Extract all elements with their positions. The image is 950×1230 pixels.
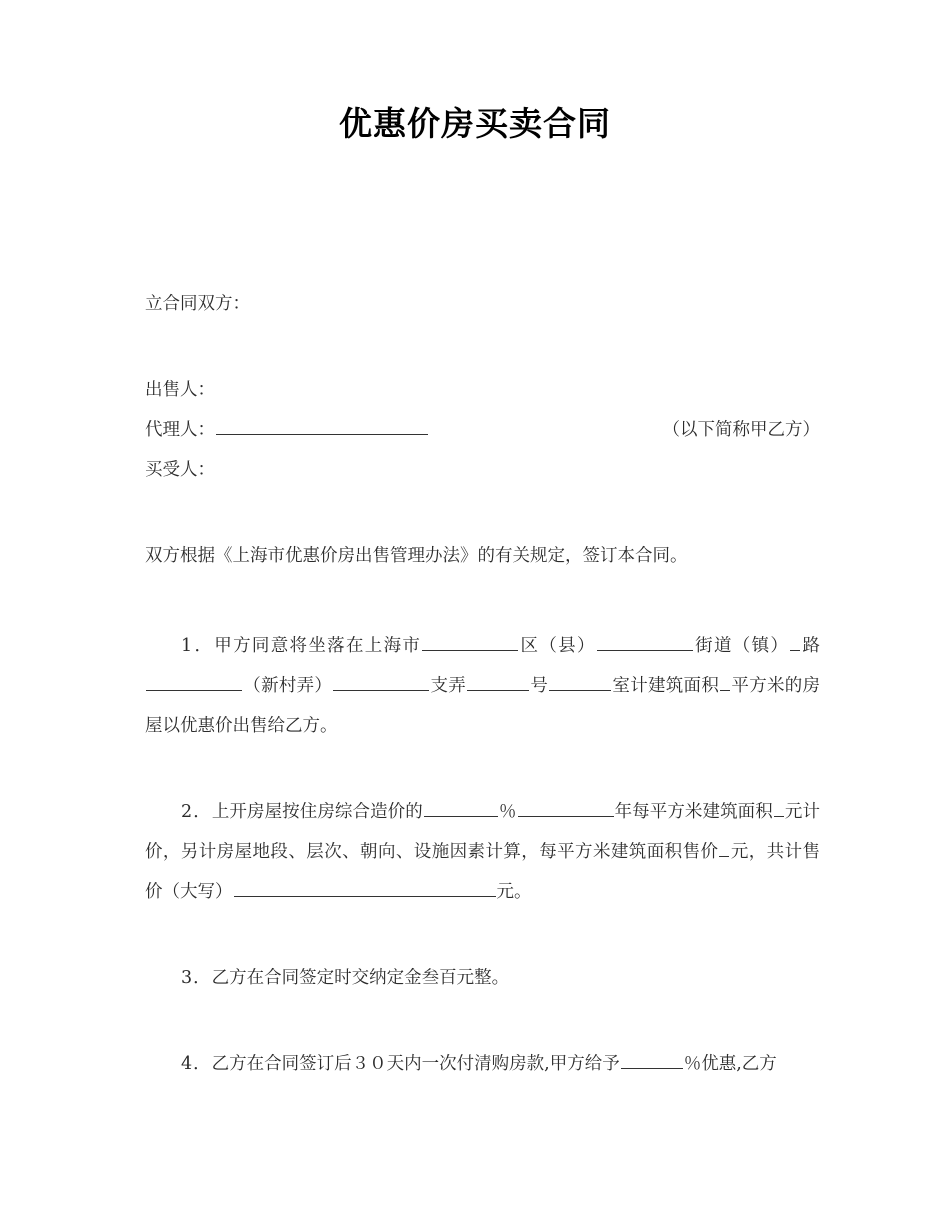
clause-1-text-5: （新村弄） (243, 675, 333, 696)
branch-lane-blank[interactable] (467, 673, 529, 691)
clause-2-percent: ％ (498, 801, 517, 822)
spacer-preamble (145, 490, 820, 536)
clause-4-number: 4． (181, 1053, 212, 1074)
spacer-parties (145, 324, 820, 370)
clause-1-text-7: 号 (530, 675, 549, 696)
clause-1-text-3: 街道（镇） (693, 635, 790, 656)
clause-2-text-2: 年每平方米建筑面积 (614, 801, 773, 822)
buyer-label: 买受人： (145, 459, 215, 480)
spacer-clause-2 (145, 746, 820, 792)
discount-percent-blank[interactable] (621, 1051, 683, 1069)
clause-4-text-after: 优惠,乙方 (701, 1053, 777, 1074)
clause-1-text-6: 支弄 (430, 675, 467, 696)
preamble-paragraph: 双方根据《上海市优惠价房出售管理办法》的有关规定，签订本合同。 (145, 545, 688, 566)
clause-4-text-before: 乙方在合同签订后３０天内一次付清购房款,甲方给予 (211, 1053, 620, 1074)
village-lane-blank[interactable] (333, 673, 429, 691)
street-blank[interactable] (597, 633, 693, 651)
clause-4-percent: ％ (683, 1053, 702, 1074)
agent-label: 代理人： (145, 419, 215, 440)
clause-2-text-1: 上开房屋按住房综合造价的 (211, 801, 423, 822)
house-number-blank[interactable] (549, 673, 611, 691)
clause-1-number: 1． (181, 635, 215, 656)
clause-1-text-2: 区（县） (519, 635, 596, 656)
area-blank[interactable] (720, 673, 730, 691)
seller-label: 出售人： (145, 379, 215, 400)
clause-3 (145, 958, 820, 998)
clause-1-text-9: 平方米的房屋以优惠价出售给乙方。 (145, 675, 821, 736)
agent-row (145, 410, 820, 450)
page-title: 优惠价房买卖合同 (339, 104, 611, 143)
road-blank[interactable] (146, 673, 242, 691)
total-price-blank[interactable] (234, 879, 496, 897)
clause-1 (145, 626, 820, 746)
clause-1-text-8: 室计建筑面积 (612, 675, 720, 696)
spacer-clause-4 (145, 998, 820, 1044)
spacer-clause-1 (145, 576, 820, 626)
clause-2-number: 2． (181, 801, 212, 822)
cost-percent-blank[interactable] (424, 799, 498, 817)
clause-3-text: 乙方在合同签定时交纳定金叁百元整。 (211, 967, 510, 988)
agent-name-blank[interactable] (216, 417, 428, 435)
clause-1-text-1: 甲方同意将坐落在上海市 (214, 635, 422, 656)
clause-4 (145, 1044, 820, 1084)
clause-2-text-3: 元计价，另计房屋地段、层次、朝向、设施因素计算，每平方米建筑面积售价 (145, 801, 821, 862)
unit-price-blank[interactable] (774, 799, 784, 817)
road-prefix-blank[interactable] (790, 633, 800, 651)
district-blank[interactable] (422, 633, 518, 651)
selling-unit-price-blank[interactable] (719, 839, 729, 857)
spacer-clause-3 (145, 912, 820, 958)
document-body (130, 284, 820, 1084)
clause-2-text-4: 元，共计售价（大写） (145, 841, 821, 902)
clause-2-text-5: 元。 (496, 881, 532, 902)
title-spacer (0, 144, 950, 284)
clause-1-text-4: 路 (801, 635, 821, 656)
year-blank[interactable] (518, 799, 614, 817)
clause-2 (145, 792, 820, 912)
parties-heading: 立合同双方： (145, 293, 250, 314)
agent-note: （以下简称甲乙方） (662, 419, 820, 440)
clause-3-number: 3． (181, 967, 212, 988)
